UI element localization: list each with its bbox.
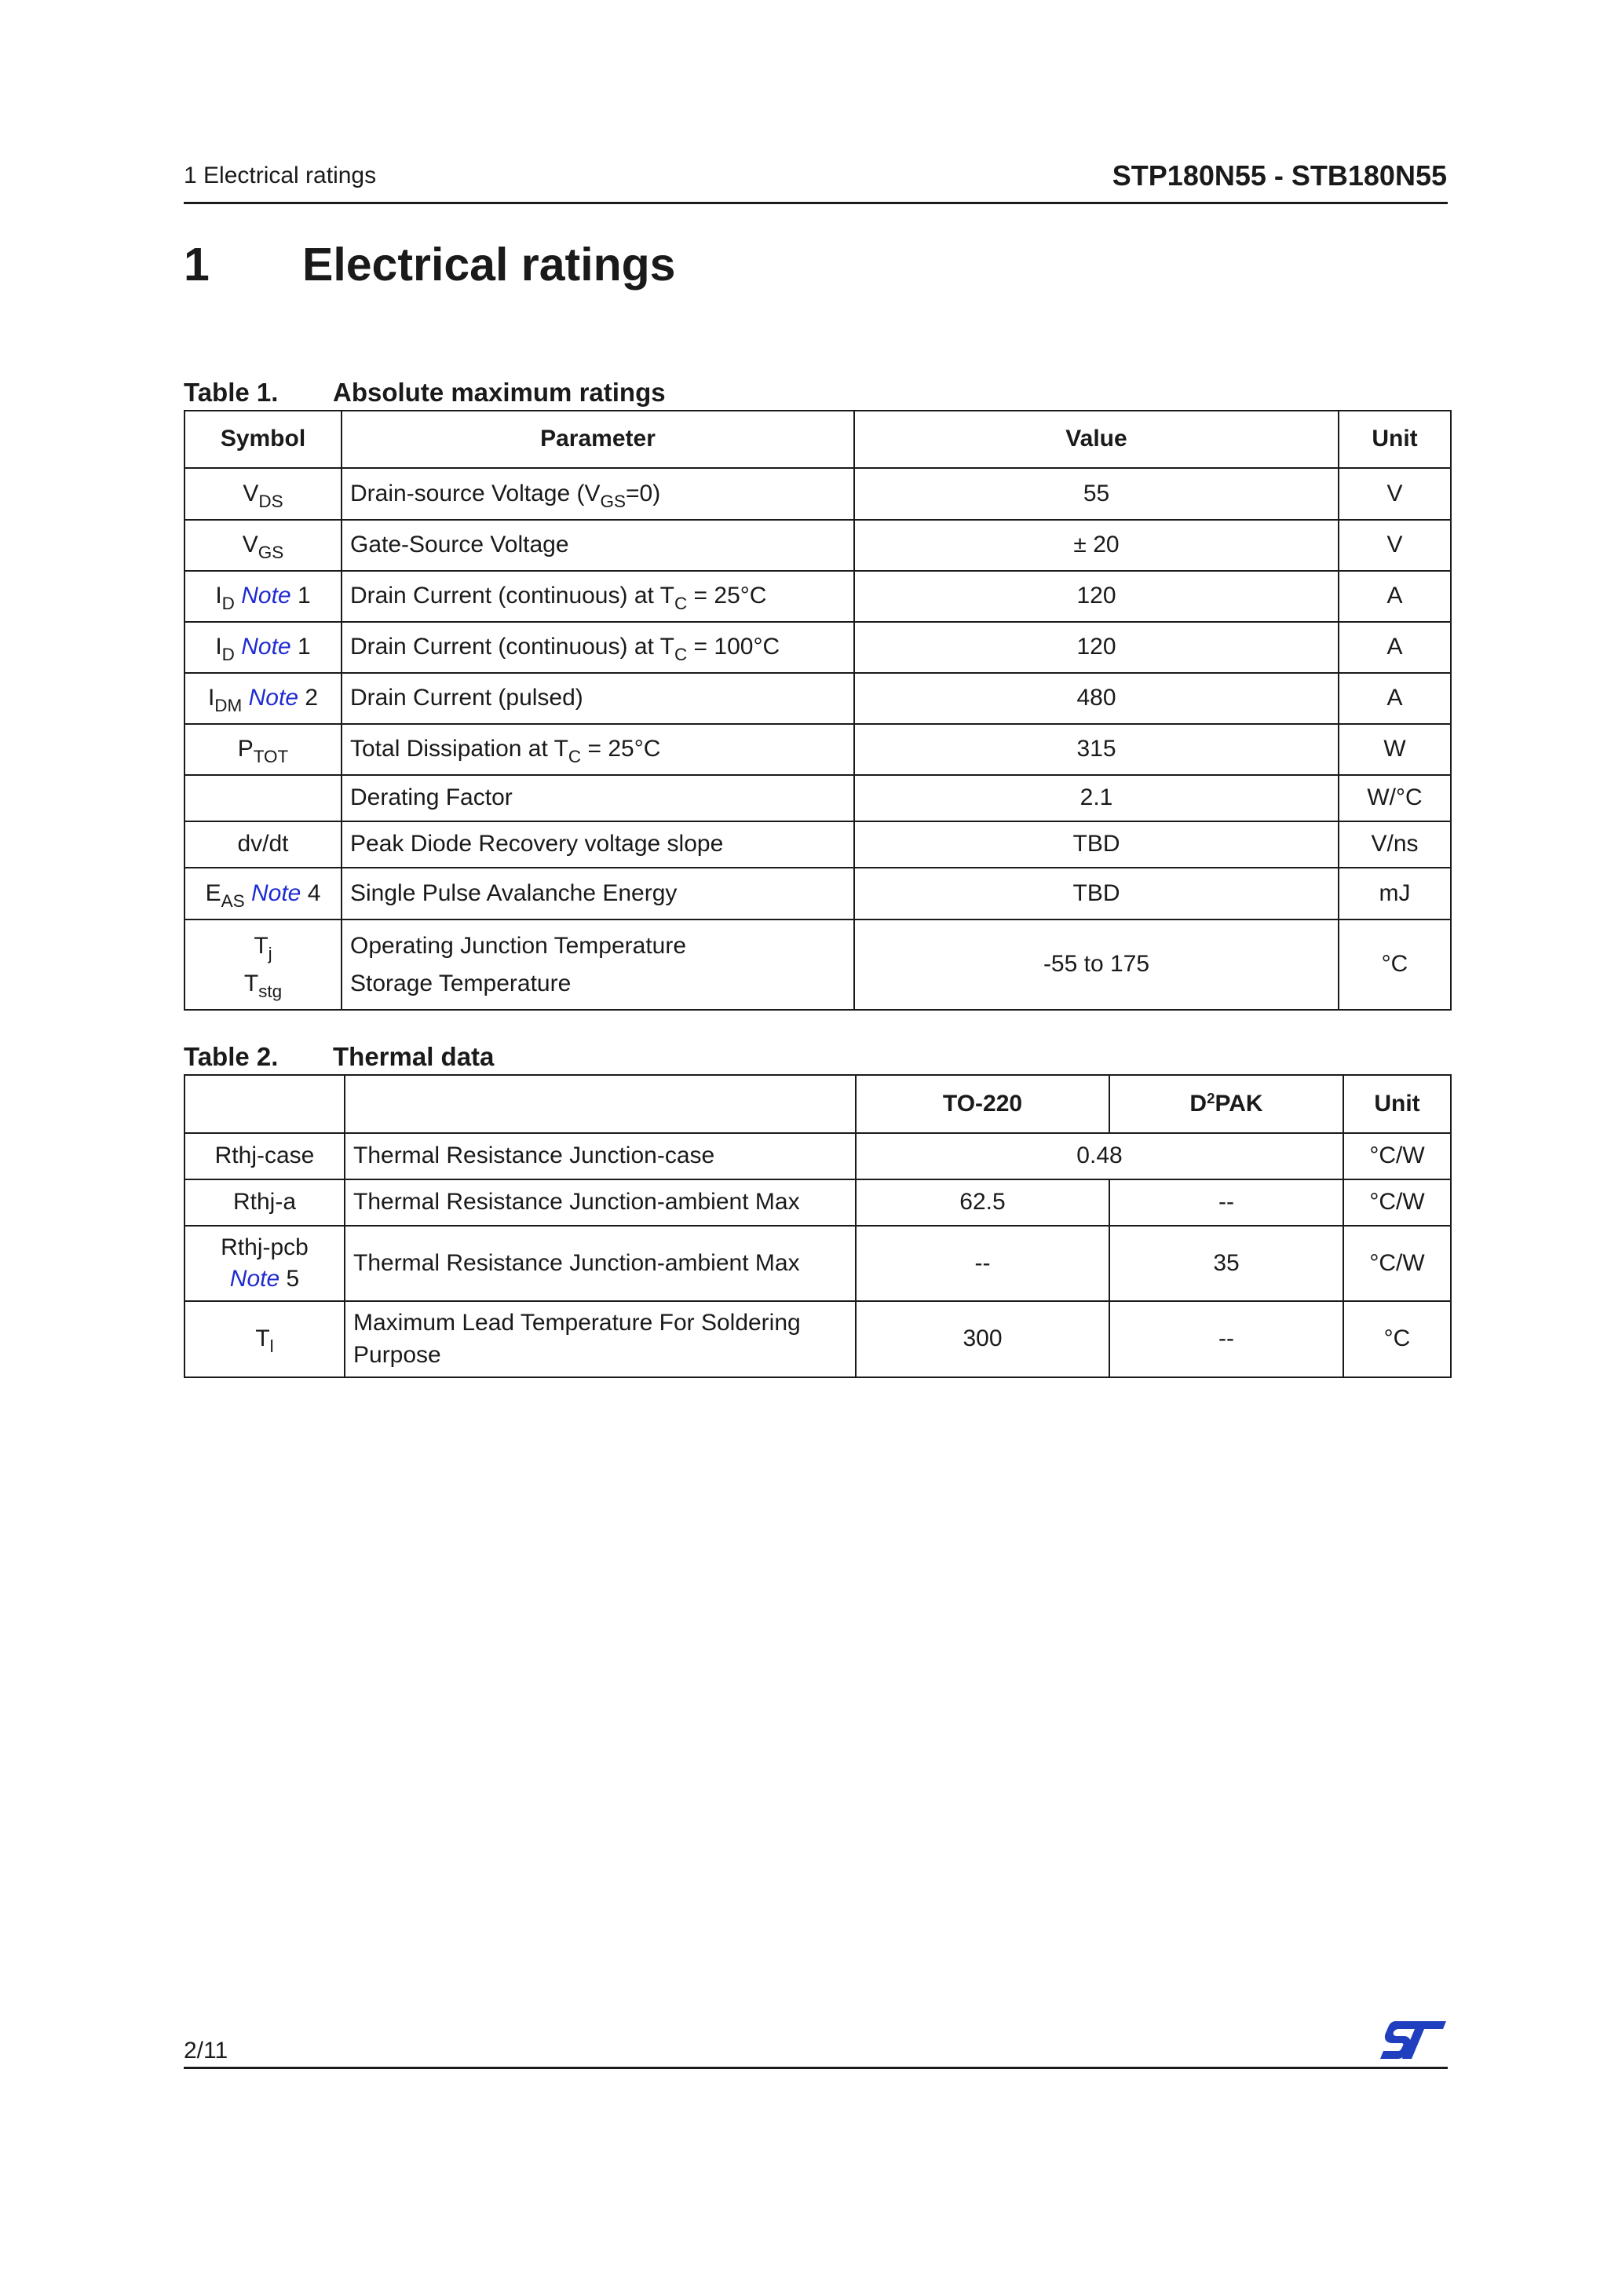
value-cell: 480: [854, 673, 1339, 724]
value-cell: 2.1: [854, 775, 1339, 821]
symbol-cell: $P_{TOT}$: [184, 724, 342, 775]
unit-cell: mJ: [1339, 868, 1451, 919]
d2pak-value-cell: 35: [1109, 1226, 1343, 1301]
value-cell: 120: [854, 571, 1339, 622]
col-header-value: Value: [854, 411, 1339, 468]
table1-caption-title: Absolute maximum ratings: [333, 378, 666, 407]
col-header-symbol: [184, 1075, 345, 1133]
table-row: [184, 1301, 1451, 1377]
d2pak-value-cell: --: [1109, 1179, 1343, 1226]
parameter-cell: Maximum Lead Temperature For Soldering Purpose: [345, 1301, 856, 1377]
col-header-d2pak: $D^2PAK$: [1109, 1075, 1343, 1133]
value-cell: 0.48: [856, 1133, 1343, 1179]
running-header-section: 1 Electrical ratings: [184, 163, 377, 188]
parameter-cell: Drain Current (pulsed): [342, 673, 854, 724]
table-row: [184, 775, 1451, 821]
unit-cell: A: [1339, 673, 1451, 724]
header-rule: [184, 202, 1448, 204]
symbol-cell: $E_{AS}$ Note 4: [184, 868, 342, 919]
unit-cell: W/°C: [1339, 775, 1451, 821]
value-cell: 315: [854, 724, 1339, 775]
symbol-cell: dv/dt: [184, 821, 342, 868]
col-header-to220: TO-220: [856, 1075, 1109, 1133]
value-cell: ± 20: [854, 520, 1339, 571]
note-link[interactable]: Note: [250, 879, 301, 906]
parameter-cell: Drain-source Voltage $(V_{GS}=0)$: [342, 468, 854, 520]
col-header-unit: Unit: [1339, 411, 1451, 468]
unit-cell: W: [1339, 724, 1451, 775]
footer-rule: [184, 2067, 1448, 2069]
value-cell: 55: [854, 468, 1339, 520]
st-logo-icon: [1379, 2020, 1448, 2060]
parameter-cell: Single Pulse Avalanche Energy: [342, 868, 854, 919]
symbol-cell: $T_j$ $T_{stg}$: [184, 919, 342, 1010]
table-row: [184, 1226, 1451, 1301]
symbol-cell: Rthj-pcb Note 5: [184, 1226, 345, 1301]
unit-cell: °C/W: [1343, 1179, 1451, 1226]
table-row: [184, 724, 1451, 775]
unit-cell: V: [1339, 520, 1451, 571]
table-header-row: [184, 411, 1451, 468]
note-link[interactable]: Note: [241, 634, 291, 660]
table2-caption-number: Table 2.: [184, 1042, 279, 1071]
unit-cell: A: [1339, 571, 1451, 622]
value-cell: 120: [854, 622, 1339, 673]
chapter-number: 1: [184, 239, 210, 291]
symbol-cell: Rthj-a: [184, 1179, 345, 1226]
thermal-data-table: [184, 1074, 1452, 1378]
parameter-cell: Gate-Source Voltage: [342, 520, 854, 571]
table2-caption-title: Thermal data: [333, 1042, 495, 1071]
table-header-row: [184, 1075, 1451, 1133]
running-header-part-number: STP180N55 - STB180N55: [1112, 159, 1447, 192]
unit-cell: V/ns: [1339, 821, 1451, 868]
col-header-unit: Unit: [1343, 1075, 1451, 1133]
parameter-cell: Total Dissipation at $T_C = 25^\circ C$: [342, 724, 854, 775]
symbol-cell: $V_{DS}$: [184, 468, 342, 520]
table-row: [184, 468, 1451, 520]
parameter-cell: Drain Current (continuous) at $T_C = 100^\circ C$: [342, 622, 854, 673]
symbol-cell: $I_D$ Note 1: [184, 571, 342, 622]
table-row: [184, 673, 1451, 724]
table-row: [184, 919, 1451, 1010]
unit-cell: °C/W: [1343, 1226, 1451, 1301]
parameter-cell: Peak Diode Recovery voltage slope: [342, 821, 854, 868]
symbol-cell: Rthj-case: [184, 1133, 345, 1179]
value-cell: TBD: [854, 868, 1339, 919]
table-row: [184, 1179, 1451, 1226]
col-header-symbol: Symbol: [184, 411, 342, 468]
parameter-cell: Derating Factor: [342, 775, 854, 821]
symbol-cell: $V_{GS}$: [184, 520, 342, 571]
page-number: 2/11: [184, 2038, 228, 2064]
parameter-cell: Drain Current (continuous) at $T_C = 25^\circ C$: [342, 571, 854, 622]
col-header-parameter: Parameter: [342, 411, 854, 468]
table-row: [184, 821, 1451, 868]
unit-cell: V: [1339, 468, 1451, 520]
unit-cell: A: [1339, 622, 1451, 673]
symbol-cell: $T_l$: [184, 1301, 345, 1377]
parameter-cell: Thermal Resistance Junction-case: [345, 1133, 856, 1179]
to220-value-cell: --: [856, 1226, 1109, 1301]
d2pak-value-cell: --: [1109, 1301, 1343, 1377]
table-row: [184, 520, 1451, 571]
col-header-parameter: [345, 1075, 856, 1133]
absolute-maximum-ratings-table: [184, 410, 1452, 1011]
parameter-cell: Thermal Resistance Junction-ambient Max: [345, 1226, 856, 1301]
table-row: [184, 868, 1451, 919]
to220-value-cell: 300: [856, 1301, 1109, 1377]
value-cell: -55 to 175: [854, 919, 1339, 1010]
parameter-cell: Operating Junction Temperature Storage Temperature: [342, 919, 854, 1010]
table-row: [184, 1133, 1451, 1179]
note-link[interactable]: Note: [229, 1266, 280, 1292]
to220-value-cell: 62.5: [856, 1179, 1109, 1226]
table-row: [184, 571, 1451, 622]
st-logo: [1379, 2020, 1448, 2064]
note-link[interactable]: Note: [241, 583, 291, 609]
parameter-cell: Thermal Resistance Junction-ambient Max: [345, 1179, 856, 1226]
symbol-cell: $I_D$ Note 1: [184, 622, 342, 673]
note-link[interactable]: Note: [248, 685, 299, 711]
unit-cell: °C: [1343, 1301, 1451, 1377]
value-cell: TBD: [854, 821, 1339, 868]
symbol-cell: $I_{DM}$ Note 2: [184, 673, 342, 724]
table-row: [184, 622, 1451, 673]
unit-cell: °C/W: [1343, 1133, 1451, 1179]
unit-cell: °C: [1339, 919, 1451, 1010]
table1-caption-number: Table 1.: [184, 378, 279, 407]
symbol-cell: [184, 775, 342, 821]
chapter-title: Electrical ratings: [302, 239, 676, 291]
